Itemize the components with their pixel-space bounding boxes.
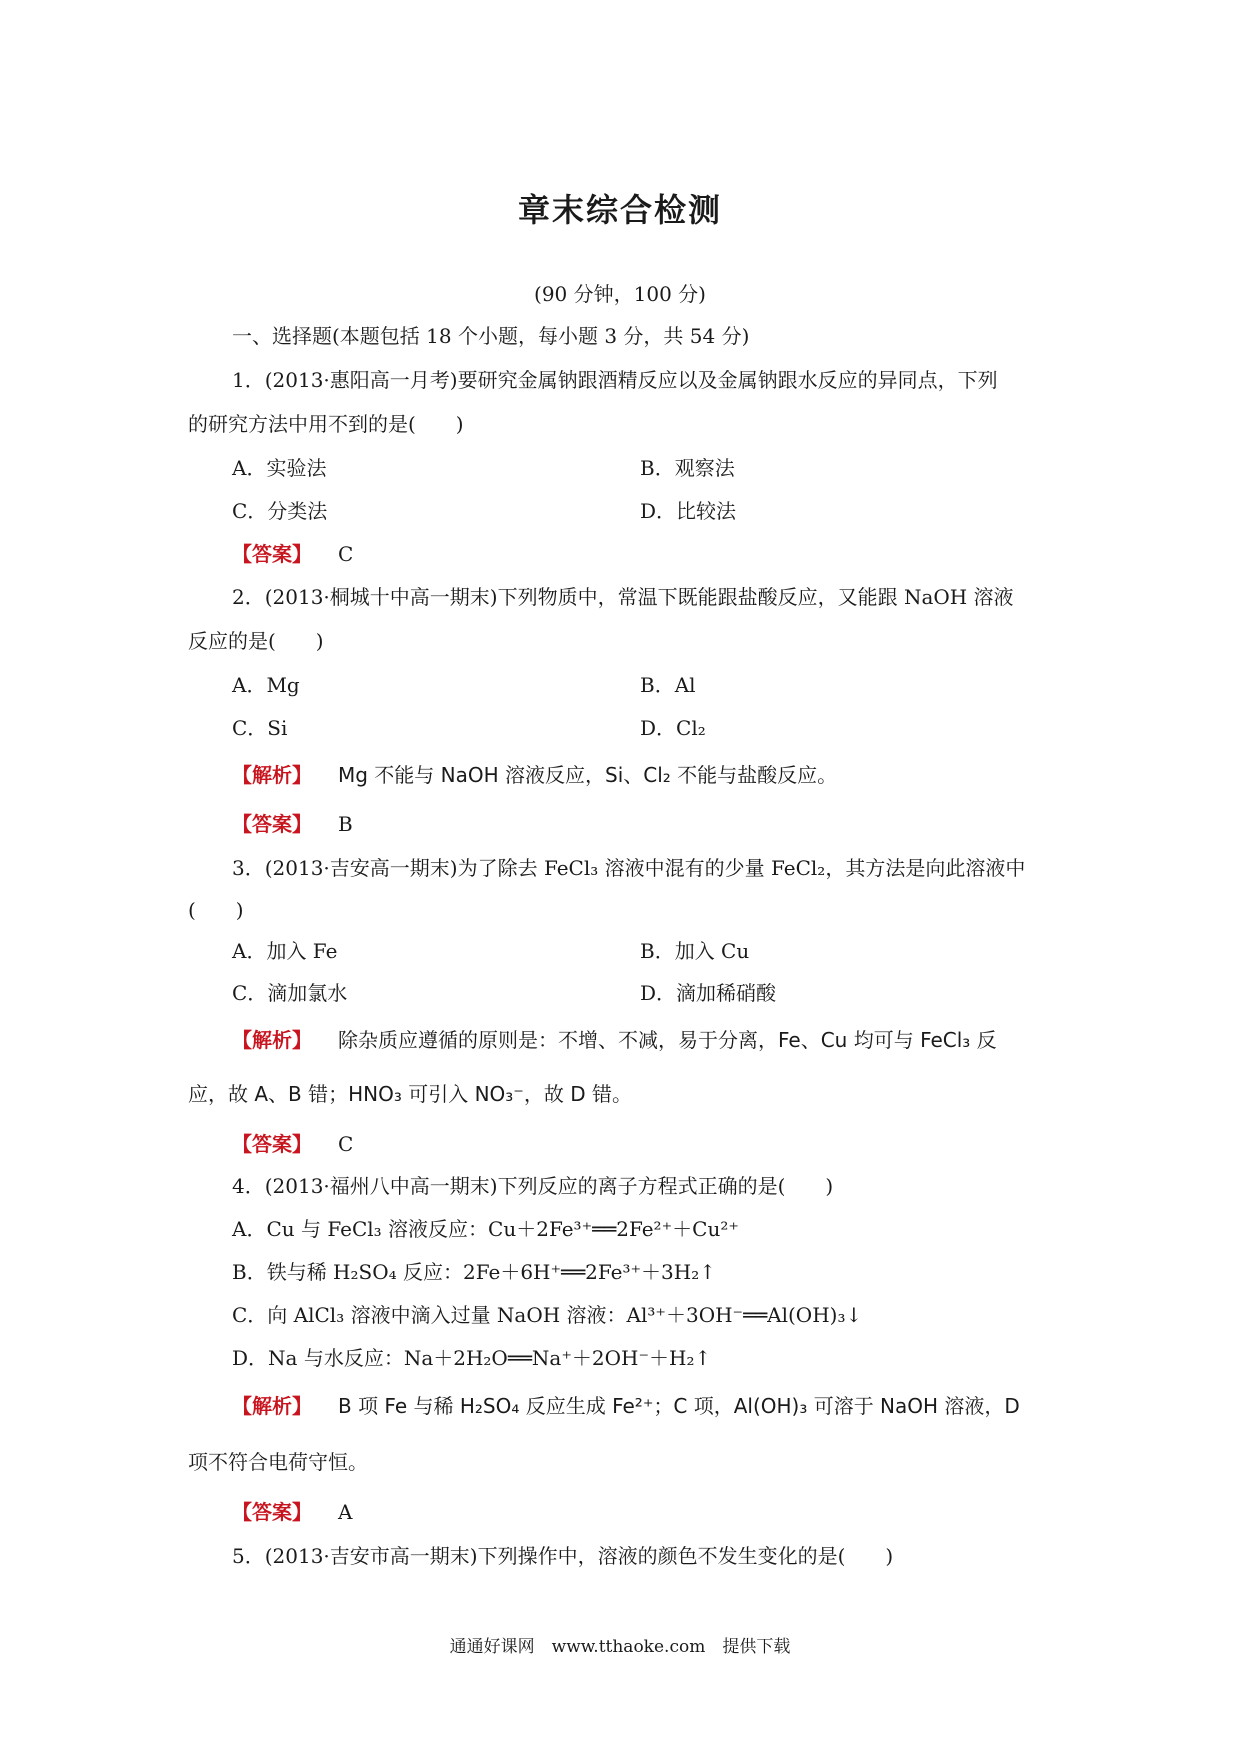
q1-option-c: C．分类法 — [232, 499, 328, 523]
q3-answer-value: C — [338, 1132, 354, 1156]
q4-stem-line1: 4．(2013·福州八中高一期末)下列反应的离子方程式正确的是( ) — [232, 1174, 834, 1198]
q2-answer — [232, 810, 353, 838]
q2-option-c: C．Si — [232, 716, 288, 740]
analysis-label: 【解析】 — [232, 1028, 312, 1052]
q4-option-a: A．Cu 与 FeCl₃ 溶液反应：Cu＋2Fe³⁺══2Fe²⁺＋Cu²⁺ — [232, 1217, 739, 1241]
q2-analysis-text: Mg 不能与 NaOH 溶液反应，Si、Cl₂ 不能与盐酸反应。 — [338, 763, 838, 787]
q3-stem-line2: ( ) — [188, 898, 244, 922]
q2-analysis — [232, 761, 837, 789]
q5-stem-line1: 5．(2013·吉安市高一期末)下列操作中，溶液的颜色不发生变化的是( ) — [232, 1544, 894, 1568]
q1-option-b: B．观察法 — [640, 456, 735, 480]
q4-option-c: C．向 AlCl₃ 溶液中滴入过量 NaOH 溶液：Al³⁺＋3OH⁻══Al(OH)₃↓ — [232, 1303, 863, 1327]
answer-label: 【答案】 — [232, 542, 312, 566]
analysis-label: 【解析】 — [232, 763, 312, 787]
q4-analysis-line1 — [232, 1392, 1020, 1420]
q1-answer-value: C — [338, 542, 354, 566]
q4-analysis-line2: 项不符合电荷守恒。 — [188, 1450, 368, 1474]
q1-option-a: A．实验法 — [232, 456, 327, 480]
answer-label: 【答案】 — [232, 1500, 312, 1524]
q2-option-b: B．Al — [640, 673, 696, 697]
q3-option-b: B．加入 Cu — [640, 939, 750, 963]
page-footer: 通通好课网 www.tthaoke.com 提供下载 — [449, 1637, 791, 1657]
page-title: 章末综合检测 — [517, 191, 722, 229]
q4-option-d: D．Na 与水反应：Na＋2H₂O══Na⁺＋2OH⁻＋H₂↑ — [232, 1346, 712, 1370]
q3-option-d: D．滴加稀硝酸 — [640, 981, 777, 1005]
q3-option-a: A．加入 Fe — [232, 939, 338, 963]
answer-label: 【答案】 — [232, 812, 312, 836]
q3-option-c: C．滴加氯水 — [232, 981, 348, 1005]
q1-option-d: D．比较法 — [640, 499, 737, 523]
q4-analysis-text1: B 项 Fe 与稀 H₂SO₄ 反应生成 Fe²⁺；C 项，Al(OH)₃ 可溶于 NaOH 溶液，D — [338, 1394, 1020, 1418]
q2-stem-line1: 2．(2013·桐城十中高一期末)下列物质中，常温下既能跟盐酸反应，又能跟 NaOH 溶液 — [232, 585, 1014, 609]
q2-stem-line2: 反应的是( ) — [188, 629, 324, 653]
page-subtitle: (90 分钟，100 分) — [534, 282, 706, 306]
analysis-label: 【解析】 — [232, 1394, 312, 1418]
q3-analysis-line2: 应，故 A、B 错；HNO₃ 可引入 NO₃⁻，故 D 错。 — [188, 1082, 632, 1106]
q4-answer-value: A — [338, 1500, 353, 1524]
q3-analysis-line1 — [232, 1026, 997, 1054]
answer-label: 【答案】 — [232, 1132, 312, 1156]
q4-option-b: B．铁与稀 H₂SO₄ 反应：2Fe＋6H⁺══2Fe³⁺＋3H₂↑ — [232, 1260, 716, 1284]
q3-analysis-text1: 除杂质应遵循的原则是：不增、不减，易于分离，Fe、Cu 均可与 FeCl₃ 反 — [338, 1028, 997, 1052]
q3-stem-line1: 3．(2013·吉安高一期末)为了除去 FeCl₃ 溶液中混有的少量 FeCl₂，其方法是向此溶液中 — [232, 856, 1026, 880]
q1-stem-line1: 1．(2013·惠阳高一月考)要研究金属钠跟酒精反应以及金属钠跟水反应的异同点，下列 — [232, 368, 998, 392]
q4-answer — [232, 1498, 352, 1526]
q2-option-a: A．Mg — [232, 673, 300, 697]
q1-answer — [232, 540, 353, 568]
q3-answer — [232, 1130, 353, 1158]
q1-stem-line2: 的研究方法中用不到的是( ) — [188, 412, 464, 436]
q2-answer-value: B — [338, 812, 353, 836]
q2-option-d: D．Cl₂ — [640, 716, 706, 740]
section-heading: 一、选择题(本题包括 18 个小题，每小题 3 分，共 54 分) — [232, 324, 750, 348]
